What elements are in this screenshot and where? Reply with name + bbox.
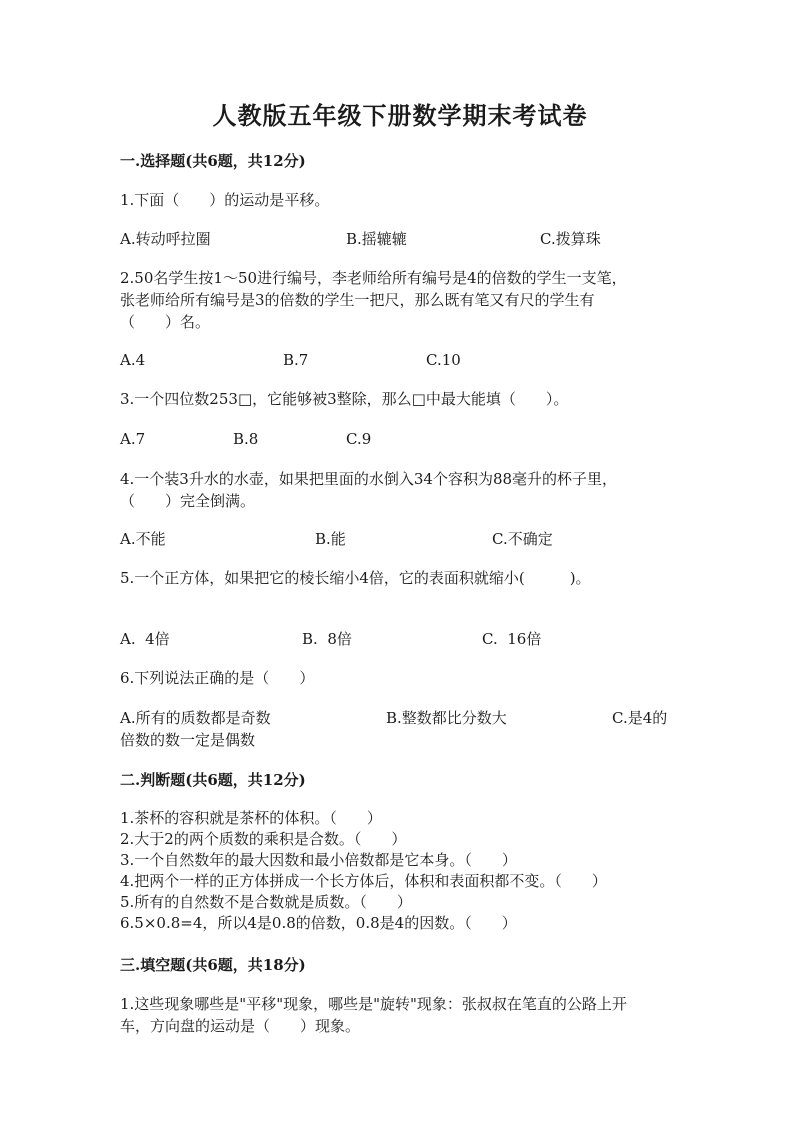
question-4-option-c: C.不确定 xyxy=(492,530,553,548)
question-2-stem-line-3: （ ）名。 xyxy=(120,313,211,331)
question-5-option-a: A. 4倍 xyxy=(120,630,170,648)
fill-blank-question-1-line-1: 1.这些现象哪些是"平移"现象，哪些是"旋转"现象：张叔叔在笔直的公路上开 xyxy=(120,995,627,1013)
true-false-item-4: 4.把两个一样的正方体拼成一个长方体后，体积和表面积都不变。（ ） xyxy=(120,872,607,890)
question-6-option-b: B.整数都比分数大 xyxy=(386,709,507,727)
question-1-option-b: B.摇辘辘 xyxy=(346,230,407,248)
question-1-stem: 1.下面（ ）的运动是平移。 xyxy=(120,191,330,209)
question-6-stem: 6.下列说法正确的是（ ） xyxy=(120,669,315,687)
true-false-item-1: 1.茶杯的容积就是茶杯的体积。（ ） xyxy=(120,809,382,827)
question-6-option-c-continuation: 倍数的数一定是偶数 xyxy=(120,731,256,749)
question-2-stem-line-2: 张老师给所有编号是3的倍数的学生一把尺，那么既有笔又有尺的学生有 xyxy=(120,291,595,309)
question-5-option-c: C. 16倍 xyxy=(482,630,542,648)
question-2-option-b: B.7 xyxy=(283,351,309,369)
question-3-option-b: B.8 xyxy=(233,430,259,448)
question-4-stem-line-1: 4.一个装3升水的水壶，如果把里面的水倒入34个容积为88毫升的杯子里， xyxy=(120,470,618,488)
question-6-option-c: C.是4的 xyxy=(612,709,668,727)
question-1-option-c: C.拨算珠 xyxy=(540,230,601,248)
section-heading-true-false: 二.判断题(共6题，共12分) xyxy=(120,771,306,789)
page-title: 人教版五年级下册数学期末考试卷 xyxy=(212,101,588,130)
question-2-stem-line-1: 2.50名学生按1～50进行编号，李老师给所有编号是4的倍数的学生一支笔， xyxy=(120,269,627,287)
question-4-stem-line-2: （ ）完全倒满。 xyxy=(120,492,256,510)
section-heading-fill-blank: 三.填空题(共6题，共18分) xyxy=(120,956,306,974)
question-3-option-c: C.9 xyxy=(346,430,372,448)
question-6-option-a: A.所有的质数都是奇数 xyxy=(120,709,271,727)
true-false-item-5: 5.所有的自然数不是合数就是质数。（ ） xyxy=(120,893,412,911)
question-2-option-c: C.10 xyxy=(426,351,461,369)
question-5-stem: 5.一个正方体，如果把它的棱长缩小4倍，它的表面积就缩小( )。 xyxy=(120,569,591,587)
question-3-option-a: A.7 xyxy=(120,430,146,448)
question-4-option-b: B.能 xyxy=(315,530,346,548)
question-5-option-b: B. 8倍 xyxy=(302,630,352,648)
question-1-option-a: A.转动呼拉圈 xyxy=(120,230,211,248)
question-3-stem: 3.一个四位数253□，它能够被3整除，那么□中最大能填（ ）。 xyxy=(120,390,569,408)
question-2-option-a: A.4 xyxy=(120,351,146,369)
true-false-item-6: 6.5×0.8=4，所以4是0.8的倍数，0.8是4的因数。（ ） xyxy=(120,914,517,932)
true-false-item-3: 3.一个自然数年的最大因数和最小倍数都是它本身。（ ） xyxy=(120,851,517,869)
question-4-option-a: A.不能 xyxy=(120,530,166,548)
true-false-item-2: 2.大于2的两个质数的乘积是合数。（ ） xyxy=(120,830,407,848)
fill-blank-question-1-line-2: 车，方向盘的运动是（ ）现象。 xyxy=(120,1017,361,1035)
section-heading-choice: 一.选择题(共6题，共12分) xyxy=(120,152,306,170)
